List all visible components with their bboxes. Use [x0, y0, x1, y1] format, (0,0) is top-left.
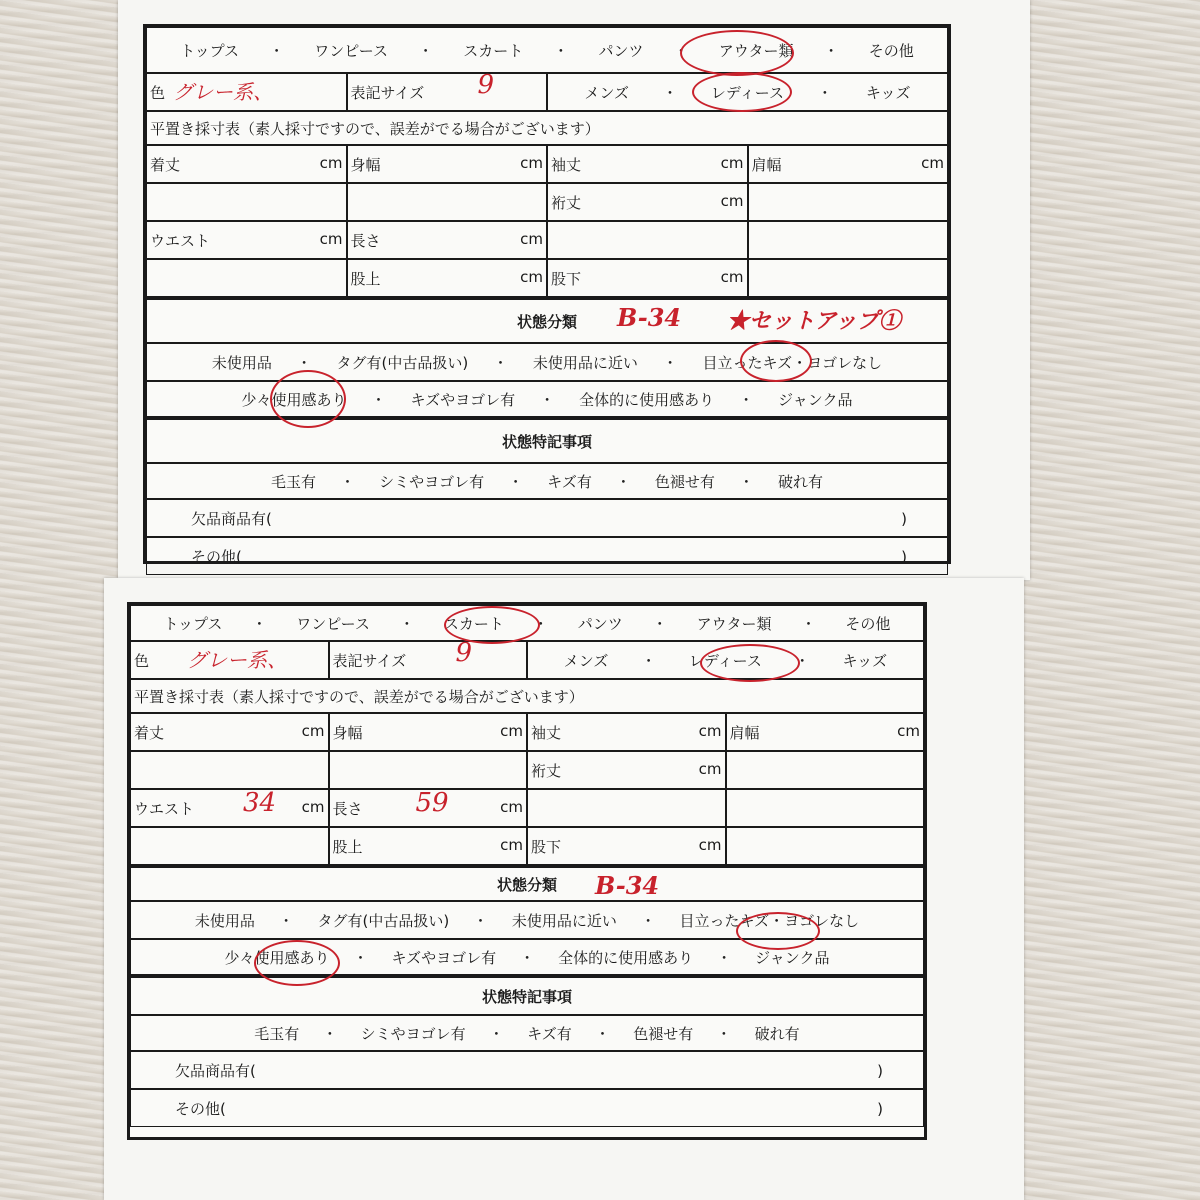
condition-row-2: 少々使用感あり ・ キズやヨゴレ有 ・ 全体的に使用感あり ・ ジャンク品 — [130, 939, 924, 977]
empty-cell — [547, 221, 748, 259]
cond-junk: ジャンク品 — [778, 390, 853, 409]
category-tops: トップス — [180, 41, 240, 60]
yuki-cell: 裄丈 cm — [527, 751, 726, 789]
gender-mens: メンズ — [563, 651, 609, 670]
empty-cell — [748, 221, 949, 259]
category-outer: アウター類 — [696, 614, 772, 633]
empty-cell — [527, 789, 726, 827]
rise-cell: 股上 cm — [347, 259, 548, 297]
condition-form — [127, 602, 927, 1140]
form-sheet-top — [118, 0, 1030, 580]
cond-unused: 未使用品 — [211, 353, 272, 372]
empty-cell — [329, 751, 528, 789]
cond-slight-use: 少々使用感あり — [241, 390, 347, 409]
waist-cell: ウエスト cm — [146, 221, 347, 259]
size-label: 表記サイズ — [350, 83, 425, 102]
note-fade: 色褪せ有 — [654, 472, 715, 491]
length-cell: 着丈 cm — [146, 145, 347, 183]
notes-title: 状態特記事項 — [146, 419, 948, 463]
gender-cell: メンズ ・ レディース ・ キッズ — [547, 73, 948, 111]
empty-cell — [748, 259, 949, 297]
cond-near-unused: 未使用品に近い — [511, 911, 617, 930]
empty-cell — [130, 751, 329, 789]
size-cell — [347, 70, 548, 111]
empty-cell — [726, 827, 925, 865]
size-cell — [329, 638, 528, 679]
note-fade: 色褪せ有 — [633, 1024, 694, 1043]
note-stains: シミやヨゴレ有 — [360, 1024, 466, 1043]
handwritten-size: 9 — [477, 70, 495, 100]
handwritten-nagasa: 59 — [415, 788, 449, 818]
other-row: その他( ) — [146, 537, 948, 575]
missing-row: 欠品商品有( ) — [130, 1051, 924, 1089]
gender-ladies: レディース — [710, 83, 784, 102]
condition-title-cell — [146, 297, 948, 343]
handwritten-size: 9 — [455, 638, 473, 668]
gender-cell: メンズ ・ レディース ・ キッズ — [527, 641, 924, 679]
condition-title: 状態分類 — [496, 875, 557, 894]
category-skirt: スカート — [443, 614, 504, 633]
category-tops: トップス — [163, 614, 223, 633]
color-cell — [146, 73, 347, 111]
cond-worn: 全体的に使用感あり — [558, 948, 694, 967]
cond-tagged: タグ有(中古品扱い) — [317, 911, 450, 930]
category-onepiece: ワンピース — [296, 614, 370, 633]
handwritten-code: B-34 — [617, 303, 682, 332]
inseam-cell: 股下 cm — [527, 827, 726, 865]
condition-form — [143, 24, 951, 564]
other-row: その他( ) — [130, 1089, 924, 1127]
cond-unused: 未使用品 — [194, 911, 255, 930]
size-label: 表記サイズ — [332, 651, 407, 670]
measure-title: 平置き採寸表（素人採寸ですので、誤差がでる場合がございます） — [146, 111, 948, 145]
color-cell — [130, 641, 329, 679]
gender-mens: メンズ — [584, 83, 629, 102]
category-row: トップス ・ ワンピース ・ スカート ・ パンツ ・ アウター類 ・ その他 — [146, 27, 948, 73]
notes-row: 毛玉有 ・ シミやヨゴレ有 ・ キズ有 ・ 色褪せ有 ・ 破れ有 — [146, 463, 948, 499]
category-row: トップス ・ ワンピース ・ スカート ・ パンツ ・ アウター類 ・ その他 — [130, 605, 924, 641]
empty-cell — [347, 183, 548, 221]
empty-cell — [726, 789, 925, 827]
yuki-cell: 裄丈 cm — [547, 183, 748, 221]
body-width-cell: 身幅 cm — [329, 713, 528, 751]
empty-cell — [748, 183, 949, 221]
cond-near-unused: 未使用品に近い — [532, 353, 638, 372]
shoulder-cell: 肩幅 cm — [748, 145, 949, 183]
category-other: その他 — [868, 41, 914, 60]
notes-title: 状態特記事項 — [130, 977, 924, 1015]
condition-row-1: 未使用品 ・ タグ有(中古品扱い) ・ 未使用品に近い ・ 目立ったキズ・ヨゴレなし — [130, 901, 924, 939]
shoulder-cell: 肩幅 cm — [726, 713, 925, 751]
other-label: その他( — [191, 547, 242, 566]
body-width-cell: 身幅 cm — [347, 145, 548, 183]
category-onepiece: ワンピース — [314, 41, 388, 60]
note-pilling: 毛玉有 — [254, 1024, 300, 1043]
gender-ladies: レディース — [688, 651, 762, 670]
inseam-cell: 股下 cm — [547, 259, 748, 297]
cond-scratches: キズやヨゴレ有 — [410, 390, 516, 409]
color-label: 色 — [150, 83, 166, 102]
cond-tagged: タグ有(中古品扱い) — [336, 353, 469, 372]
cond-no-damage: 目立ったキズ・ヨゴレなし — [679, 911, 860, 930]
condition-title: 状態分類 — [516, 312, 577, 331]
note-tear: 破れ有 — [777, 472, 823, 491]
category-other: その他 — [845, 614, 891, 633]
measure-title: 平置き採寸表（素人採寸ですので、誤差がでる場合がございます） — [130, 679, 924, 713]
condition-row-2: 少々使用感あり ・ キズやヨゴレ有 ・ 全体的に使用感あり ・ ジャンク品 — [146, 381, 948, 419]
condition-title-cell — [130, 865, 924, 901]
cond-scratches: キズやヨゴレ有 — [391, 948, 497, 967]
category-pants: パンツ — [598, 41, 644, 60]
empty-cell — [726, 751, 925, 789]
rise-cell: 股上 cm — [329, 827, 528, 865]
other-label: その他( — [175, 1099, 226, 1118]
nagasa-cell: 長さ cm — [347, 221, 548, 259]
note-scratch: キズ有 — [547, 472, 592, 491]
handwritten-color: グレー系、 — [173, 80, 273, 104]
note-tear: 破れ有 — [754, 1024, 800, 1043]
sleeve-cell: 袖丈 cm — [527, 713, 726, 751]
sleeve-cell: 袖丈 cm — [547, 145, 748, 183]
nagasa-cell: 長さ 59 cm — [329, 789, 528, 827]
condition-row-1: 未使用品 ・ タグ有(中古品扱い) ・ 未使用品に近い ・ 目立ったキズ・ヨゴレなし — [146, 343, 948, 381]
cond-slight-use: 少々使用感あり — [224, 948, 330, 967]
handwritten-setup-note: ★セットアップ① — [727, 308, 901, 334]
color-label: 色 — [134, 651, 150, 670]
note-scratch: キズ有 — [527, 1024, 572, 1043]
handwritten-waist: 34 — [243, 788, 277, 818]
form-sheet-bottom — [104, 578, 1024, 1200]
waist-cell: ウエスト 34 cm — [130, 789, 329, 827]
handwritten-code: B-34 — [595, 871, 660, 900]
note-pilling: 毛玉有 — [271, 472, 317, 491]
category-pants: パンツ — [577, 614, 623, 633]
handwritten-color: グレー系、 — [187, 648, 287, 672]
gender-kids: キッズ — [842, 651, 888, 670]
missing-row: 欠品商品有( ) — [146, 499, 948, 537]
category-skirt: スカート — [463, 41, 524, 60]
gender-kids: キッズ — [865, 83, 911, 102]
length-cell: 着丈 cm — [130, 713, 329, 751]
cond-no-damage: 目立ったキズ・ヨゴレなし — [702, 353, 883, 372]
missing-label: 欠品商品有( — [175, 1061, 256, 1080]
notes-row: 毛玉有 ・ シミやヨゴレ有 ・ キズ有 ・ 色褪せ有 ・ 破れ有 — [130, 1015, 924, 1051]
category-outer: アウター類 — [718, 41, 794, 60]
cond-junk: ジャンク品 — [755, 948, 830, 967]
empty-cell — [130, 827, 329, 865]
note-stains: シミやヨゴレ有 — [379, 472, 485, 491]
empty-cell — [146, 259, 347, 297]
cond-worn: 全体的に使用感あり — [579, 390, 715, 409]
empty-cell — [146, 183, 347, 221]
missing-label: 欠品商品有( — [191, 509, 272, 528]
